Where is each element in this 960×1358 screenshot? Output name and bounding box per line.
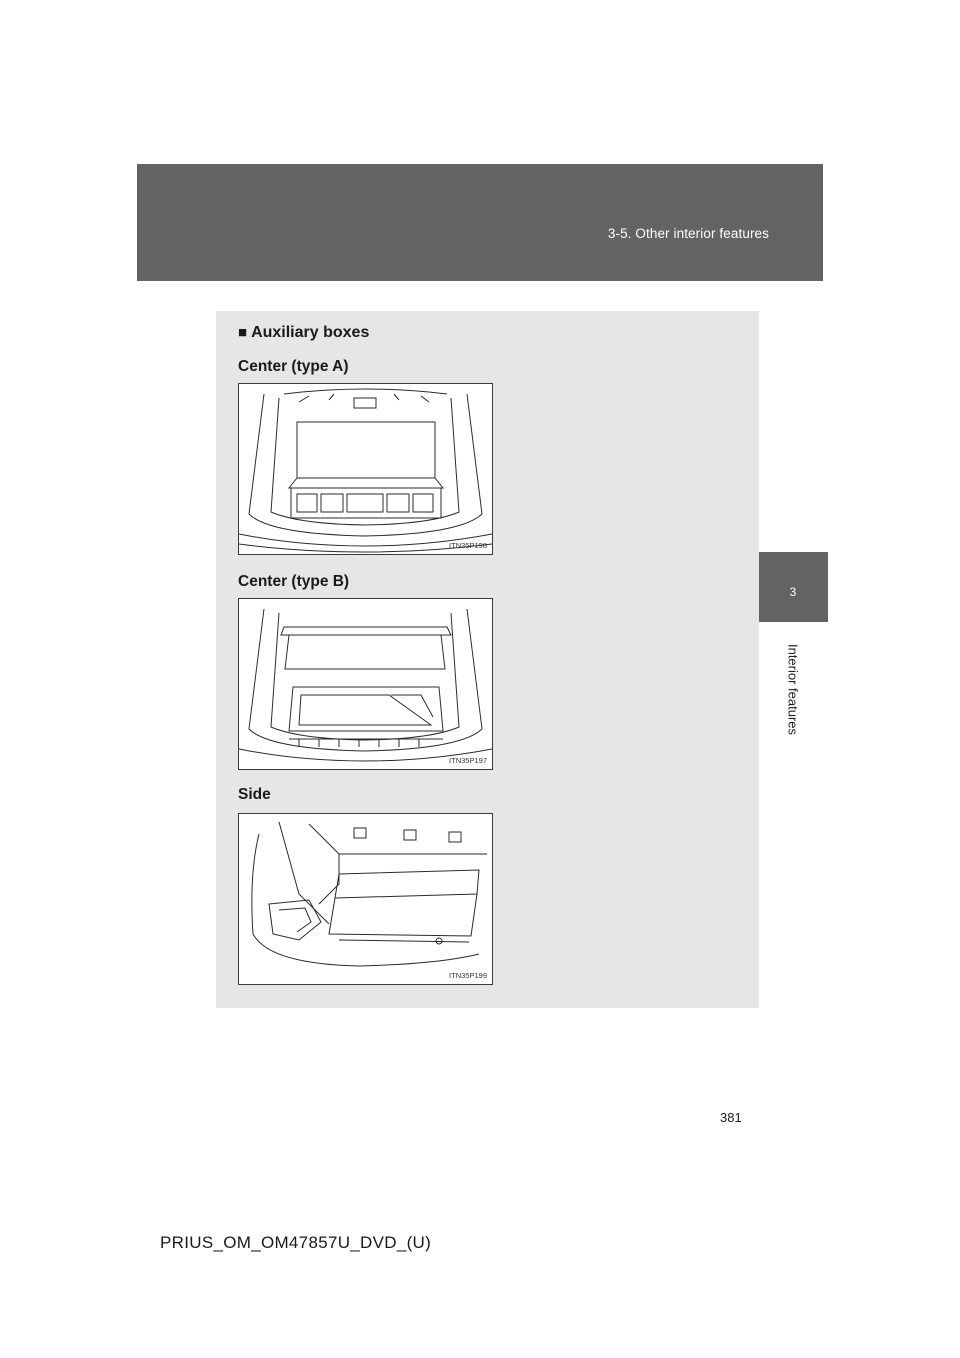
content-box bbox=[216, 311, 759, 1008]
chapter-label-area bbox=[758, 622, 828, 742]
bullet-icon: ■ bbox=[238, 324, 248, 341]
figure-center-type-b bbox=[238, 598, 493, 770]
document-id: PRIUS_OM_OM47857U_DVD_(U) bbox=[160, 1233, 432, 1252]
header-band bbox=[137, 164, 823, 281]
chapter-label: Interior features bbox=[785, 643, 801, 736]
figure-code: ITN35P197 bbox=[449, 756, 487, 765]
page-number: 381 bbox=[720, 1110, 742, 1125]
figure-side bbox=[238, 813, 493, 985]
figure-center-type-a bbox=[238, 383, 493, 555]
figure-code: ITN35P198 bbox=[449, 541, 487, 550]
caption-center-type-a: Center (type A) bbox=[238, 358, 349, 375]
section-title: 3-5. Other interior features bbox=[607, 226, 769, 241]
heading-text: Auxiliary boxes bbox=[251, 324, 370, 341]
caption-side: Side bbox=[238, 786, 271, 803]
caption-center-type-b: Center (type B) bbox=[238, 573, 350, 590]
chapter-tab bbox=[758, 552, 828, 622]
chapter-number: 3 bbox=[789, 585, 797, 599]
trunk-center-type-b-illustration-icon bbox=[239, 599, 492, 769]
trunk-center-type-a-illustration-icon bbox=[239, 384, 492, 554]
section-heading bbox=[238, 324, 369, 342]
figure-code: ITN35P199 bbox=[449, 971, 487, 980]
trunk-side-box-illustration-icon bbox=[239, 814, 492, 984]
